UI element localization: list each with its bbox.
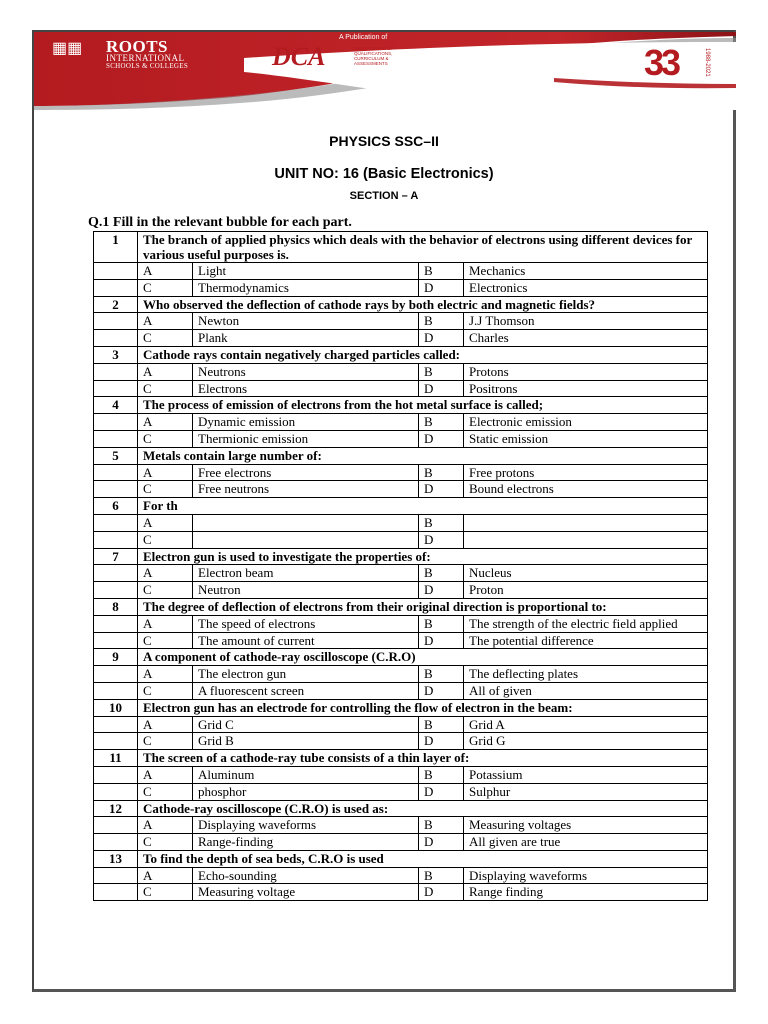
- publication-label: A Publication of: [339, 34, 388, 41]
- option-text-c[interactable]: Neutron: [193, 582, 419, 599]
- option-text-a[interactable]: The speed of electrons: [193, 615, 419, 632]
- option-letter-c[interactable]: C: [138, 330, 193, 347]
- option-letter-c[interactable]: C: [138, 834, 193, 851]
- question-text: A component of cathode-ray oscilloscope (C.R.O): [138, 649, 708, 666]
- option-row: [94, 632, 708, 649]
- question-number: 11: [94, 750, 138, 767]
- option-text-a[interactable]: Dynamic emission: [193, 414, 419, 431]
- option-letter-a[interactable]: A: [138, 615, 193, 632]
- blank-cell: [94, 716, 138, 733]
- option-row: [94, 430, 708, 447]
- publisher-logo: DCA: [272, 42, 326, 71]
- option-letter-d[interactable]: D: [419, 632, 464, 649]
- option-row: [94, 884, 708, 901]
- option-letter-a[interactable]: A: [138, 414, 193, 431]
- option-row: [94, 565, 708, 582]
- option-text-d[interactable]: Grid G: [464, 733, 708, 750]
- question-row: [94, 498, 708, 515]
- blank-cell: [94, 263, 138, 280]
- option-letter-d[interactable]: D: [419, 430, 464, 447]
- question-row: [94, 800, 708, 817]
- option-letter-d[interactable]: D: [419, 279, 464, 296]
- option-row: [94, 279, 708, 296]
- option-text-b[interactable]: Grid A: [464, 716, 708, 733]
- option-letter-b[interactable]: B: [419, 464, 464, 481]
- question-number: 12: [94, 800, 138, 817]
- question-text: The screen of a cathode-ray tube consists of a thin layer of:: [138, 750, 708, 767]
- option-row: [94, 263, 708, 280]
- option-text-a[interactable]: Electron beam: [193, 565, 419, 582]
- question-row: [94, 346, 708, 363]
- question-number: 9: [94, 649, 138, 666]
- option-letter-b[interactable]: B: [419, 615, 464, 632]
- option-text-b[interactable]: The strength of the electric field applied: [464, 615, 708, 632]
- option-text-c[interactable]: The amount of current: [193, 632, 419, 649]
- question-row: [94, 232, 708, 263]
- option-text-a[interactable]: Echo-sounding: [193, 867, 419, 884]
- option-text-d[interactable]: The potential difference: [464, 632, 708, 649]
- option-text-d[interactable]: Sulphur: [464, 783, 708, 800]
- option-text-d[interactable]: Positrons: [464, 380, 708, 397]
- option-text-c[interactable]: phosphor: [193, 783, 419, 800]
- option-letter-b[interactable]: B: [419, 565, 464, 582]
- option-row: [94, 582, 708, 599]
- option-letter-b[interactable]: B: [419, 817, 464, 834]
- question-text: Electron gun has an electrode for controlling the flow of electron in the beam:: [138, 699, 708, 716]
- question-number: 4: [94, 397, 138, 414]
- option-row: [94, 481, 708, 498]
- option-letter-a[interactable]: A: [138, 867, 193, 884]
- question-text: Cathode rays contain negatively charged particles called:: [138, 346, 708, 363]
- blank-cell: [94, 430, 138, 447]
- question-number: 1: [94, 232, 138, 263]
- option-row: [94, 783, 708, 800]
- option-letter-c[interactable]: C: [138, 682, 193, 699]
- option-text-b[interactable]: Electronic emission: [464, 414, 708, 431]
- question-number: 6: [94, 498, 138, 515]
- option-text-b[interactable]: J.J Thomson: [464, 313, 708, 330]
- question-text: The process of emission of electrons from the hot metal surface is called;: [138, 397, 708, 414]
- question-row: [94, 548, 708, 565]
- roots-emblem-icon: ▦▦: [52, 40, 83, 57]
- blank-cell: [94, 766, 138, 783]
- blank-cell: [94, 330, 138, 347]
- option-letter-c[interactable]: C: [138, 279, 193, 296]
- option-row: [94, 834, 708, 851]
- question-row: [94, 598, 708, 615]
- option-text-c[interactable]: [193, 531, 419, 548]
- option-text-d[interactable]: Static emission: [464, 430, 708, 447]
- publisher-description: DIRECTORATE OF QUALIFICATIONS, CURRICULUM & ASSESSMENTS: [354, 46, 394, 66]
- question-row: [94, 649, 708, 666]
- blank-cell: [94, 414, 138, 431]
- option-text-a[interactable]: Free electrons: [193, 464, 419, 481]
- question-number: 10: [94, 699, 138, 716]
- option-text-a[interactable]: Neutrons: [193, 363, 419, 380]
- blank-cell: [94, 313, 138, 330]
- option-text-c[interactable]: Electrons: [193, 380, 419, 397]
- header-banner: [34, 32, 736, 110]
- option-letter-a[interactable]: A: [138, 313, 193, 330]
- question-text: Who observed the deflection of cathode rays by both electric and magnetic fields?: [138, 296, 708, 313]
- question-number: 5: [94, 447, 138, 464]
- question-number: 7: [94, 548, 138, 565]
- option-row: [94, 330, 708, 347]
- option-row: [94, 666, 708, 683]
- option-letter-c[interactable]: C: [138, 380, 193, 397]
- option-text-c[interactable]: Free neutrons: [193, 481, 419, 498]
- option-letter-d[interactable]: D: [419, 834, 464, 851]
- blank-cell: [94, 733, 138, 750]
- option-text-d[interactable]: Range finding: [464, 884, 708, 901]
- question-text: Metals contain large number of:: [138, 447, 708, 464]
- option-text-b[interactable]: Displaying waveforms: [464, 867, 708, 884]
- option-text-d[interactable]: [464, 531, 708, 548]
- question-text: Electron gun is used to investigate the properties of:: [138, 548, 708, 565]
- option-letter-d[interactable]: D: [419, 481, 464, 498]
- question-text: The degree of deflection of electrons from their original direction is proportional to:: [138, 598, 708, 615]
- question-text: Cathode-ray oscilloscope (C.R.O) is used as:: [138, 800, 708, 817]
- question-text: To find the depth of sea beds, C.R.O is used: [138, 850, 708, 867]
- option-letter-b[interactable]: B: [419, 716, 464, 733]
- option-row: [94, 817, 708, 834]
- option-letter-a[interactable]: A: [138, 514, 193, 531]
- school-name: ROOTS: [106, 37, 169, 56]
- blank-cell: [94, 464, 138, 481]
- question-row: [94, 447, 708, 464]
- option-text-b[interactable]: Nucleus: [464, 565, 708, 582]
- option-letter-a[interactable]: A: [138, 766, 193, 783]
- option-letter-c[interactable]: C: [138, 481, 193, 498]
- option-letter-b[interactable]: B: [419, 666, 464, 683]
- option-row: [94, 733, 708, 750]
- option-text-d[interactable]: Electronics: [464, 279, 708, 296]
- unit-title: UNIT NO: 16 (Basic Electronics): [274, 166, 494, 182]
- option-letter-d[interactable]: D: [419, 531, 464, 548]
- option-letter-d[interactable]: D: [419, 733, 464, 750]
- question-number: 3: [94, 346, 138, 363]
- option-text-d[interactable]: Charles: [464, 330, 708, 347]
- question-row: [94, 850, 708, 867]
- option-text-a[interactable]: Grid C: [193, 716, 419, 733]
- blank-cell: [94, 615, 138, 632]
- option-letter-d[interactable]: D: [419, 783, 464, 800]
- option-letter-a[interactable]: A: [138, 716, 193, 733]
- option-letter-c[interactable]: C: [138, 632, 193, 649]
- option-row: [94, 766, 708, 783]
- blank-cell: [94, 531, 138, 548]
- option-text-c[interactable]: A fluorescent screen: [193, 682, 419, 699]
- blank-cell: [94, 867, 138, 884]
- option-letter-d[interactable]: D: [419, 682, 464, 699]
- option-letter-a[interactable]: A: [138, 464, 193, 481]
- option-text-c[interactable]: Thermodynamics: [193, 279, 419, 296]
- option-letter-b[interactable]: B: [419, 263, 464, 280]
- option-letter-c[interactable]: C: [138, 430, 193, 447]
- option-letter-a[interactable]: A: [138, 817, 193, 834]
- option-letter-b[interactable]: B: [419, 514, 464, 531]
- section-title: SECTION – A: [349, 190, 419, 202]
- blank-cell: [94, 380, 138, 397]
- option-text-d[interactable]: Proton: [464, 582, 708, 599]
- option-text-a[interactable]: Newton: [193, 313, 419, 330]
- blank-cell: [94, 666, 138, 683]
- option-row: [94, 363, 708, 380]
- option-letter-b[interactable]: B: [419, 414, 464, 431]
- option-letter-a[interactable]: A: [138, 263, 193, 280]
- question-row: [94, 699, 708, 716]
- option-letter-a[interactable]: A: [138, 363, 193, 380]
- option-text-a[interactable]: Aluminum: [193, 766, 419, 783]
- anniversary-years: 1988-2021: [704, 48, 710, 77]
- blank-cell: [94, 565, 138, 582]
- blank-cell: [94, 632, 138, 649]
- option-text-b[interactable]: Measuring voltages: [464, 817, 708, 834]
- option-text-d[interactable]: All of given: [464, 682, 708, 699]
- option-letter-d[interactable]: D: [419, 380, 464, 397]
- school-subtitle-2: SCHOOLS & COLLEGES: [106, 62, 189, 70]
- blank-cell: [94, 783, 138, 800]
- option-text-b[interactable]: Free protons: [464, 464, 708, 481]
- question-number: 2: [94, 296, 138, 313]
- option-row: [94, 682, 708, 699]
- option-letter-c[interactable]: C: [138, 582, 193, 599]
- option-letter-c[interactable]: C: [138, 531, 193, 548]
- blank-cell: [94, 363, 138, 380]
- question-number: 13: [94, 850, 138, 867]
- option-letter-c[interactable]: C: [138, 884, 193, 901]
- blank-cell: [94, 834, 138, 851]
- option-row: [94, 464, 708, 481]
- option-letter-b[interactable]: B: [419, 313, 464, 330]
- question-row: [94, 296, 708, 313]
- option-letter-b[interactable]: B: [419, 867, 464, 884]
- question-number: 8: [94, 598, 138, 615]
- option-text-c[interactable]: Thermionic emission: [193, 430, 419, 447]
- option-letter-b[interactable]: B: [419, 363, 464, 380]
- question-row: [94, 750, 708, 767]
- option-letter-d[interactable]: D: [419, 884, 464, 901]
- option-text-b[interactable]: The deflecting plates: [464, 666, 708, 683]
- option-letter-c[interactable]: C: [138, 783, 193, 800]
- option-letter-b[interactable]: B: [419, 766, 464, 783]
- option-row: [94, 531, 708, 548]
- option-text-c[interactable]: Plank: [193, 330, 419, 347]
- option-text-a[interactable]: Displaying waveforms: [193, 817, 419, 834]
- option-letter-d[interactable]: D: [419, 582, 464, 599]
- option-text-b[interactable]: [464, 514, 708, 531]
- option-text-d[interactable]: All given are true: [464, 834, 708, 851]
- blank-cell: [94, 514, 138, 531]
- question-text: For th: [138, 498, 708, 515]
- question-row: [94, 397, 708, 414]
- option-row: [94, 380, 708, 397]
- option-row: [94, 514, 708, 531]
- blank-cell: [94, 682, 138, 699]
- option-row: [94, 414, 708, 431]
- anniversary-logo: 33: [644, 42, 679, 83]
- option-letter-d[interactable]: D: [419, 330, 464, 347]
- mcq-table: [93, 231, 708, 901]
- school-subtitle: INTERNATIONAL: [106, 53, 185, 63]
- option-letter-c[interactable]: C: [138, 733, 193, 750]
- blank-cell: [94, 884, 138, 901]
- option-letter-a[interactable]: A: [138, 666, 193, 683]
- blank-cell: [94, 279, 138, 296]
- option-text-b[interactable]: Potassium: [464, 766, 708, 783]
- option-row: [94, 615, 708, 632]
- option-text-c[interactable]: Grid B: [193, 733, 419, 750]
- option-row: [94, 313, 708, 330]
- option-row: [94, 716, 708, 733]
- blank-cell: [94, 582, 138, 599]
- option-text-c[interactable]: Range-finding: [193, 834, 419, 851]
- blank-cell: [94, 817, 138, 834]
- subject-title: PHYSICS SSC–II: [329, 133, 439, 149]
- option-text-a[interactable]: [193, 514, 419, 531]
- blank-cell: [94, 481, 138, 498]
- option-row: [94, 867, 708, 884]
- option-letter-a[interactable]: A: [138, 565, 193, 582]
- question-text: The branch of applied physics which deals with the behavior of electrons using different devices for various useful purposes is.: [138, 232, 708, 263]
- option-text-d[interactable]: Bound electrons: [464, 481, 708, 498]
- question-instruction: Q.1 Fill in the relevant bubble for each part.: [88, 215, 352, 230]
- option-text-c[interactable]: Measuring voltage: [193, 884, 419, 901]
- option-text-a[interactable]: The electron gun: [193, 666, 419, 683]
- option-text-b[interactable]: Protons: [464, 363, 708, 380]
- option-text-b[interactable]: Mechanics: [464, 263, 708, 280]
- option-text-a[interactable]: Light: [193, 263, 419, 280]
